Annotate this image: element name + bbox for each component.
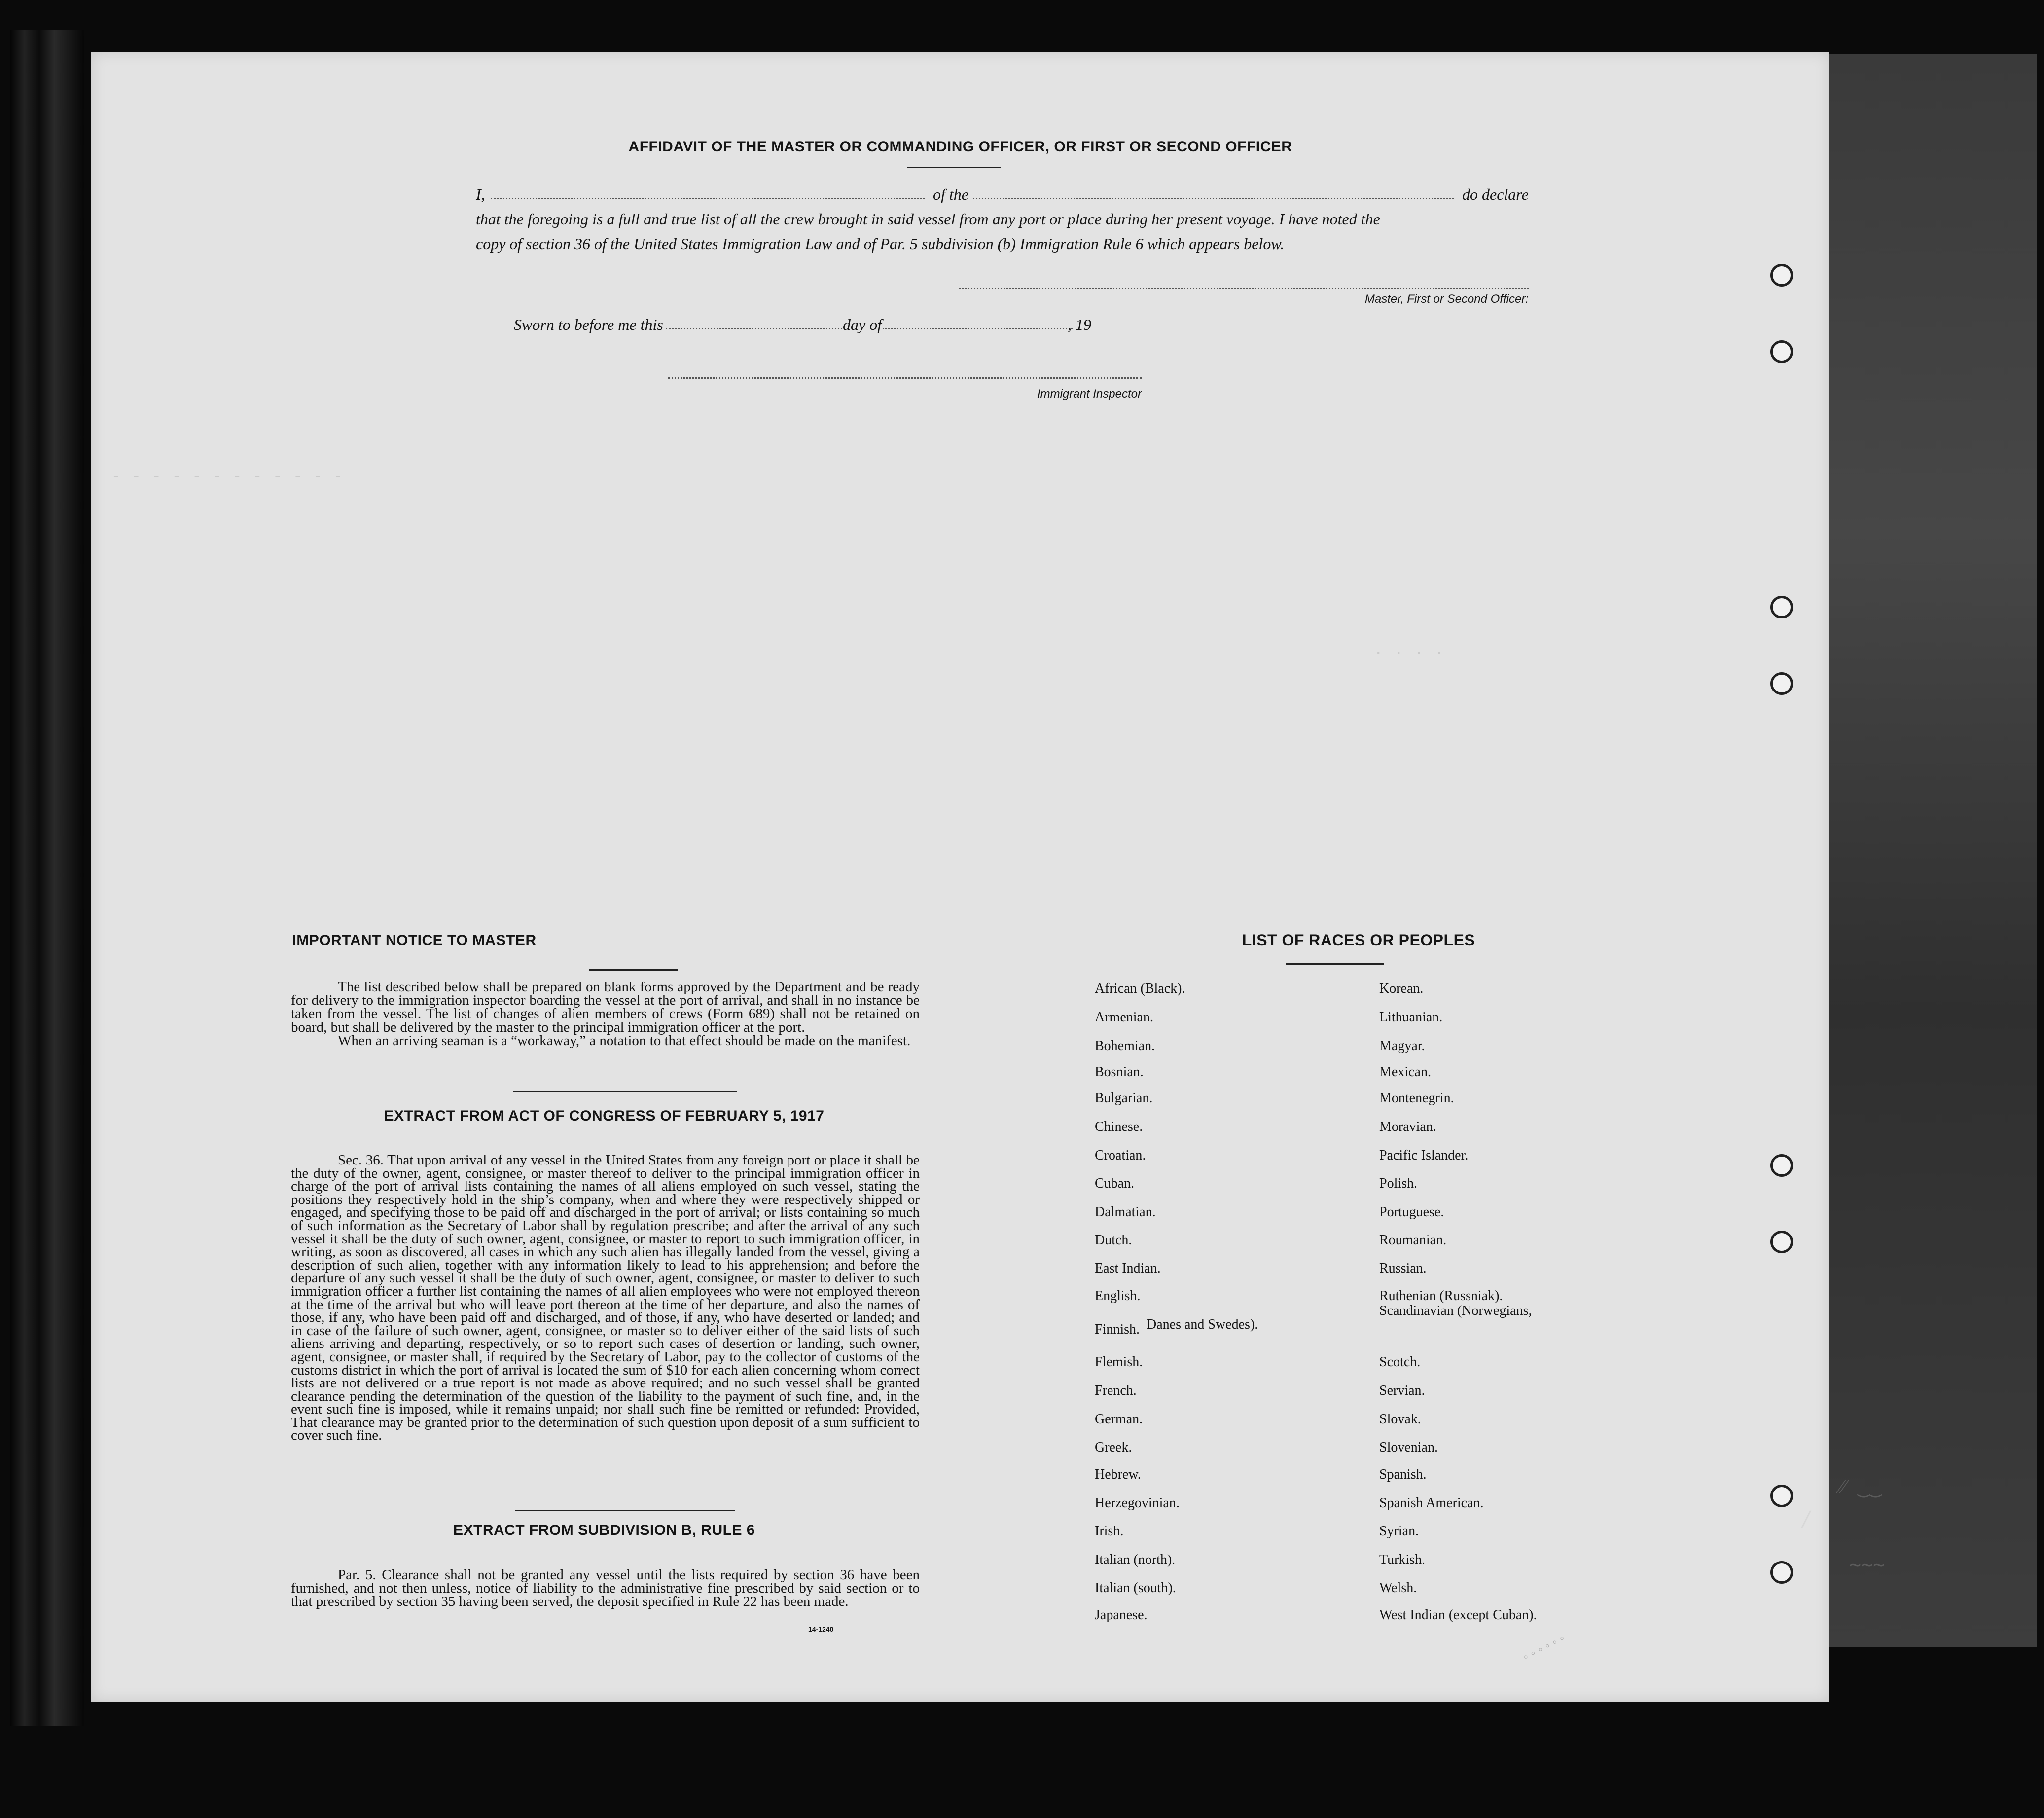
affidavit-line-3: copy of section 36 of the United States Immigration Law and of Par. 5 subdivision (b) Immigration Rule 6 which appears below. [476, 235, 1285, 253]
race-item-continuation: Danes and Swedes). [1147, 1317, 1258, 1332]
scan-border-left [10, 30, 84, 1726]
race-item: Slovenian. [1379, 1440, 1438, 1455]
race-item: African (Black). [1095, 981, 1185, 996]
manifest-page [91, 52, 1829, 1702]
race-item: Pacific Islander. [1379, 1148, 1469, 1163]
race-item: Korean. [1379, 981, 1424, 996]
races-title: LIST OF RACES OR PEOPLES [1242, 931, 1475, 949]
title-divider [907, 167, 1001, 168]
race-item: Hebrew. [1095, 1467, 1141, 1482]
race-item: German. [1095, 1412, 1143, 1427]
inspector-signature-field[interactable] [668, 377, 1142, 379]
vessel-name-field[interactable] [973, 198, 1454, 199]
race-item: French. [1095, 1383, 1137, 1398]
race-item: Dutch. [1095, 1233, 1132, 1248]
race-item: Montenegrin. [1379, 1091, 1454, 1106]
race-item: Spanish American. [1379, 1495, 1484, 1511]
race-item: Italian (north). [1095, 1552, 1176, 1567]
race-item: Herzegovinian. [1095, 1495, 1180, 1511]
race-item: Bohemian. [1095, 1038, 1155, 1054]
race-item: Finnish. [1095, 1322, 1140, 1337]
bleed-through: - - - - - - - - - - - - [111, 466, 343, 486]
punch-hole [1770, 672, 1793, 695]
punch-hole [1770, 1154, 1793, 1177]
race-item: Servian. [1379, 1383, 1425, 1398]
race-item: Flemish. [1095, 1354, 1143, 1370]
race-item: Ruthenian (Russniak). [1379, 1288, 1503, 1304]
race-item: Armenian. [1095, 1010, 1153, 1025]
bleed-through: · · · · [1373, 644, 1444, 663]
affidavit-title: AFFIDAVIT OF THE MASTER OR COMMANDING OFFICER, OR FIRST OR SECOND OFFICER [628, 139, 1292, 155]
sworn-year-label: , 19 [1068, 316, 1091, 333]
race-item: East Indian. [1095, 1261, 1161, 1276]
scan-border-right [1820, 54, 2037, 1647]
race-item: Lithuanian. [1379, 1010, 1443, 1025]
race-item: Moravian. [1379, 1119, 1436, 1134]
affidavit-declare-label: do declare [1462, 185, 1529, 203]
punch-hole [1770, 264, 1793, 287]
race-item: English. [1095, 1288, 1141, 1304]
race-item: West Indian (except Cuban). [1379, 1607, 1537, 1623]
handwritten-total-mark: ⁄⁄ ‿‿ [1839, 1475, 1882, 1498]
sworn-prefix: Sworn to before me this [514, 316, 663, 333]
sworn-month-field[interactable] [883, 328, 1073, 329]
affidavit-of-the-label: of the [933, 185, 968, 203]
race-item: Magyar. [1379, 1038, 1425, 1054]
race-item: Scandinavian (Norwegians, [1379, 1303, 1532, 1318]
race-item: Scotch. [1379, 1354, 1421, 1370]
form-number: 14-1240 [808, 1625, 834, 1633]
officer-signature-label: Master, First or Second Officer: [1364, 292, 1529, 306]
race-item: Turkish. [1379, 1552, 1426, 1567]
affidavit-line-2: that the foregoing is a full and true list of all the crew brought in said vessel from any port or place during her present voyage. I have noted the [476, 210, 1380, 228]
race-item: Bulgarian. [1095, 1091, 1153, 1106]
punch-hole [1770, 1485, 1793, 1507]
sworn-day-field[interactable] [666, 328, 842, 329]
race-item: Italian (south). [1095, 1580, 1176, 1596]
section-divider [515, 1510, 735, 1511]
race-item: Welsh. [1379, 1580, 1417, 1596]
race-item: Russian. [1379, 1261, 1427, 1276]
officer-signature-field[interactable] [959, 288, 1529, 289]
faint-stamp: ◦ ◦ ◦ ◦ ◦ ◦ [1520, 1630, 1568, 1665]
section-divider [513, 1091, 737, 1092]
race-item: Slovak. [1379, 1412, 1421, 1427]
punch-hole [1770, 1561, 1793, 1584]
handwritten-mark: ~~~ [1849, 1554, 1885, 1576]
race-item: Dalmatian. [1095, 1204, 1156, 1220]
races-divider [1286, 963, 1384, 965]
race-item: Portuguese. [1379, 1204, 1444, 1220]
rule-title: EXTRACT FROM SUBDIVISION B, RULE 6 [453, 1522, 755, 1538]
act-body: Sec. 36. That upon arrival of any vessel in the United States from any foreign port or place it shall be the duty of the owner, agent, consignee, or master thereof to deliver to the principal immigration officer in charge of the port of arrival lists containing the names of all aliens employed on such vessel, stating the positions they respectively hold in the ship’s company, when and where they were respectively shipped or engaged, and specifying those to be paid off and discharged in the port of arrival; or lists containing so much of such information as the Secretary of Labor shall by regulation prescribe; and after the arrival of any such vessel it shall be the duty of such owner, agent, consignee, or master to report to such immigration officer, in writing, as soon as discovered, all cases in which any such alien has illegally landed from the vessel, giving a description of such alien, together with any information likely to lead to his apprehension; and before the departure of any such vessel it shall be the duty of such owner, agent, consignee, or master to deliver to such immigration officer a further list containing the names of all alien employees who were not employed thereon at the time of the arrival but who will leave port thereon at the time of her departure, and also the names of those, if any, who have been paid off and discharged, and of those, if any, who have deserted or landed; and in case of the failure of such owner, agent, consignee, or master so to deliver either of the said lists of such aliens arriving and departing, respectively, or so to report such cases of desertion or landing, such owner, agent, consignee, or master shall, if required by the Secretary of Labor, pay to the collector of customs of the customs district in which the port of arrival is located the sum of $10 for each alien concerning whom correct lists are not delivered or a true report is not made as above required; and no such vessel shall be granted clearance pending the determination of the question of the liability to the payment of such fine, and, in the event such fine is imposed, while it remains unpaid; nor shall such fine be remitted or refunded: Provided, That clearance may be granted prior to the determination of such question upon deposit of a sum sufficient to cover such fine. [291, 1152, 920, 1444]
notice-body: The list described below shall be prepared on blank forms approved by the Department and be ready for delivery to the immigration inspector boarding the vessel at the port of arrival, and shall in no instance be taken from the vessel. The list of changes of alien members of crews (Form 689) shall not be retained on board, but shall be delivered by the master to the principal immigration officer at the port. [291, 979, 920, 1035]
notice-title: IMPORTANT NOTICE TO MASTER [292, 932, 537, 948]
race-item: Irish. [1095, 1524, 1124, 1539]
race-item: Croatian. [1095, 1148, 1146, 1163]
declarant-name-field[interactable] [491, 198, 925, 199]
affidavit-i-label: I, [476, 185, 485, 203]
inspector-label: Immigrant Inspector [1037, 387, 1142, 400]
punch-hole [1770, 596, 1793, 618]
race-item: Bosnian. [1095, 1064, 1144, 1080]
sworn-day-label: day of [843, 316, 882, 333]
handwritten-totals: / [1802, 1507, 1810, 1532]
race-item: Roumanian. [1379, 1233, 1447, 1248]
punch-hole [1770, 340, 1793, 363]
race-item: Spanish. [1379, 1467, 1427, 1482]
notice-body-2: When an arriving seaman is a “workaway,” a notation to that effect should be made on the manifest. [338, 1033, 911, 1049]
act-title: EXTRACT FROM ACT OF CONGRESS OF FEBRUARY 5, 1917 [384, 1108, 825, 1124]
punch-hole [1770, 1231, 1793, 1253]
notice-divider [589, 969, 678, 971]
race-item: Cuban. [1095, 1176, 1135, 1191]
race-item: Mexican. [1379, 1064, 1431, 1080]
race-item: Syrian. [1379, 1524, 1419, 1539]
race-item: Japanese. [1095, 1607, 1148, 1623]
race-item: Chinese. [1095, 1119, 1143, 1134]
race-item: Polish. [1379, 1176, 1418, 1191]
rule-body: Par. 5. Clearance shall not be granted any vessel until the lists required by section 36 have been furnished, and not then unless, notice of liability to the administrative fine prescribed by said section or to that prescribed by section 35 having been served, the deposit specified in Rule 22 has been made. [291, 1567, 920, 1610]
race-item: Greek. [1095, 1440, 1132, 1455]
